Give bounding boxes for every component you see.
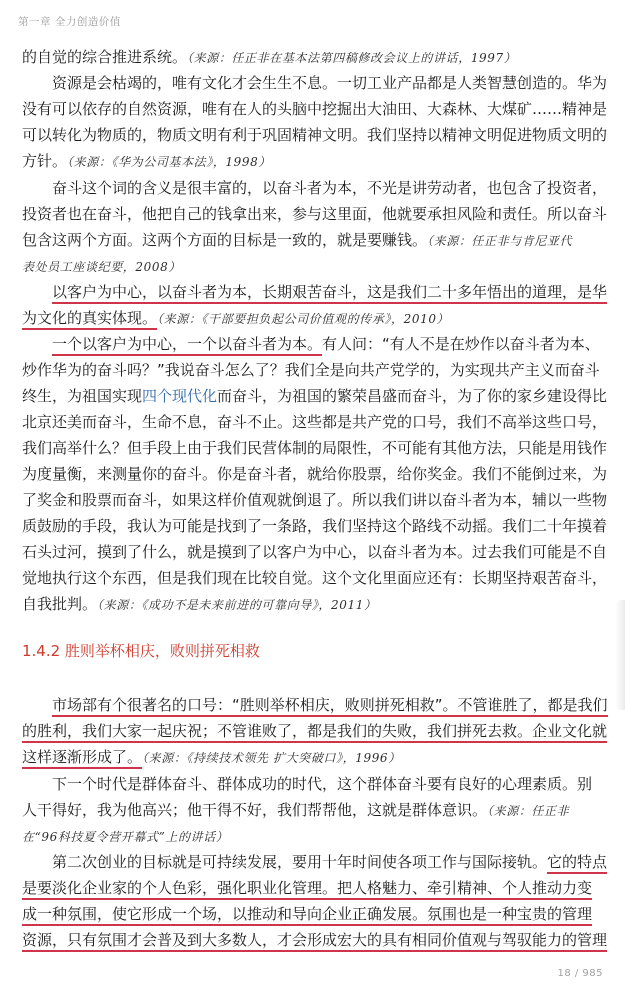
text-line: 包含这两个方面。这两个方面的目标是一致的，就是要赚钱。（来源：任正非与肯尼亚代: [22, 231, 573, 249]
section-title: 1.4.2 胜则举杯相庆，败则拼死相救: [22, 642, 260, 660]
text-line: 一个以客户为中心，一个以奋斗者为本。有人问：“有人不是在炒作以奋斗者为本、: [52, 333, 600, 355]
chapter-header: 第一章 全力创造价值: [18, 16, 121, 28]
text-line: 石头过河，摸到了什么，就是摸到了以客户为中心，以奋斗者为本。过去我们可能是不自: [22, 543, 608, 561]
source-citation: （来源：《华为公司基本法》，1998）: [67, 155, 271, 169]
text-line: [22, 307, 449, 329]
source-citation: （来源：任正非在基本法第四稿修改会议上的讲话，1997）: [187, 51, 517, 65]
highlight-underline: 一个以客户为中心，一个以奋斗者为本。: [52, 335, 322, 356]
highlight-underline: 资源，只有氛围才会普及到大多数人，才会形成宏大的具有相同价值观与驾驭能力的管理: [22, 931, 607, 952]
highlight-underline: 是要淡化企业家的个人色彩，强化职业化管理。把人格魅力、牵引精神、个人推动力变: [22, 879, 592, 900]
text-line: [22, 720, 607, 742]
text-line: 北京还美而奋斗，生命不息，奋斗不止。这些都是共产党的口号，我们不高举这些口号，: [22, 413, 608, 431]
source-citation: 在“96科技夏令营开幕式”上的讲话）: [22, 830, 229, 844]
text-line: 质鼓励的手段，我认为可能是找到了一条路，我们坚持这个路线不动摇。我们二十年摸着: [22, 517, 608, 535]
text-line: 方针。（来源：《华为公司基本法》，1998）: [22, 152, 271, 170]
source-citation: （来源：《成功不是未来前进的可靠向导》，2011）: [97, 598, 377, 612]
highlight-underline: 为文化的真实体现。: [22, 309, 157, 330]
text-line: 可以转化为物质的，物质文明有利于巩固精神文明。我们坚持以精神文明促进物质文明的: [22, 126, 608, 144]
text-line: [52, 281, 607, 303]
text-line: 觉地执行这个东西，但是我们现在比较自觉。这个文化里面应还有：长期坚持艰苦奋斗，: [22, 569, 608, 587]
four-modernizations-link[interactable]: 四个现代化: [142, 387, 218, 405]
highlight-underline: 市场部有个很著名的口号：“胜则举杯相庆，败则拼死相救”。不管谁胜了，都是我们: [52, 696, 608, 717]
text-line: [22, 825, 228, 847]
text-line: [52, 694, 608, 716]
text-line: 下一个时代是群体奋斗、群体成功的时代，这个群体奋斗要有良好的心理素质。别: [52, 775, 593, 793]
text-line: 终生，为祖国实现四个现代化而奋斗，为祖国的繁荣昌盛而奋斗，为了你的家乡建设得比: [22, 387, 608, 405]
source-citation: （来源：《干部要担负起公司价值观的传承》，2010）: [157, 312, 450, 326]
text-line: 投资者也在奋斗，他把自己的钱拿出来，参与这里面，他就要承担风险和责任。所以奋斗: [22, 205, 608, 223]
text-line: [22, 255, 181, 277]
text-line: 我们高举什么？但手段上由于我们民营体制的局限性，不可能有其他方法，只能是用钱作: [22, 439, 608, 457]
text-line: 自我批判。（来源：《成功不是未来前进的可靠向导》，2011）: [22, 595, 377, 613]
highlight-underline: 它的特点: [547, 853, 607, 874]
text-line: 为度量衡，来测量你的奋斗。你是奋斗者，就给你股票，给你奖金。我们不能倒过来，为: [22, 465, 608, 483]
text-line: 炒作华为的奋斗吗？”我说奋斗怎么了？我们全是向共产党学的，为实现共产主义而奋斗: [22, 361, 600, 379]
text-line: [22, 877, 592, 899]
source-citation: 表处员工座谈纪要，2008）: [22, 260, 181, 274]
text-line: [22, 903, 592, 925]
text-line: 没有可以依存的自然资源，唯有在人的头脑中挖掘出大油田、大森林、大煤矿……精神是: [22, 100, 608, 118]
highlight-underline: 以客户为中心，以奋斗者为本，长期艰苦奋斗，这是我们二十多年悟出的道理，是华: [52, 283, 607, 304]
text-line: 奋斗这个词的含义是很丰富的，以奋斗者为本，不光是讲劳动者，也包含了投资者，: [52, 179, 608, 197]
highlight-underline: 成一种氛围，使它形成一个场，以推动和导向企业正确发展。氛围也是一种宝贵的管理: [22, 905, 592, 926]
text-line: 第二次创业的目标就是可持续发展，要用十年时间使各项工作与国际接轨。它的特点: [52, 851, 607, 873]
text-line: 的自觉的综合推进系统。（来源：任正非在基本法第四稿修改会议上的讲话，1997）: [22, 48, 517, 66]
text-line: 资源是会枯竭的，唯有文化才会生生不息。一切工业产品都是人类智慧创造的。华为: [52, 74, 608, 92]
source-citation: （来源：任正非与肯尼亚代: [427, 234, 573, 248]
source-citation: （来源：《持续技术领先 扩大突破口》，1996）: [142, 751, 401, 765]
page-number: 18 / 985: [557, 968, 603, 979]
text-line: 了奖金和股票而奋斗，如果这样价值观就倒退了。所以我们讲以奋斗者为本，辅以一些物: [22, 491, 608, 509]
text-line: [22, 746, 401, 768]
highlight-underline: 的胜利，我们大家一起庆祝；不管谁败了，都是我们的失败，我们拼死去救。企业文化就: [22, 722, 607, 743]
source-citation: （来源：任正非: [487, 804, 570, 818]
highlight-underline: 这样逐渐形成了。: [22, 748, 142, 769]
text-line: 人干得好，我为他高兴；他干得不好，我们帮帮他，这就是群体意识。（来源：任正非: [22, 801, 570, 819]
page-edge-shadow: [615, 600, 625, 710]
text-line: [22, 929, 607, 951]
